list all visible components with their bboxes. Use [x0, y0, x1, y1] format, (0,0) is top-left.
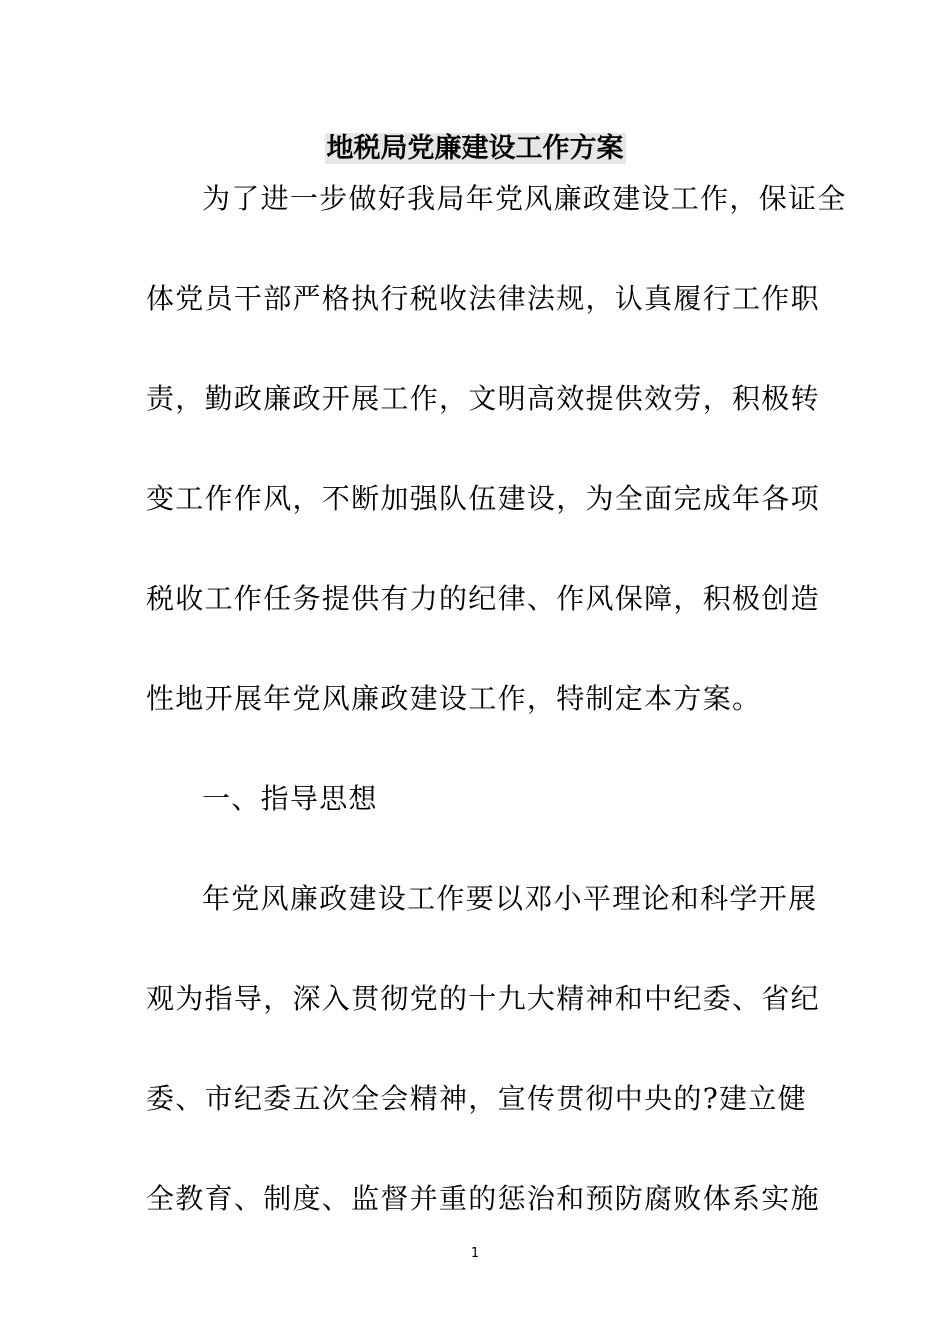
paragraph-line: 观为指导，深入贯彻党的十九大精神和中纪委、省纪 [146, 982, 820, 1015]
title-text: 地税局党廉建设工作方案 [326, 133, 624, 164]
section-heading: 一、指导思想 [202, 782, 378, 815]
paragraph-line: 税收工作任务提供有力的纪律、作风保障，积极创造 [146, 582, 820, 615]
paragraph-line: 为了进一步做好我局年党风廉政建设工作，保证全 [202, 182, 847, 215]
document-title [0, 129, 950, 169]
paragraph-line: 性地开展年党风廉政建设工作，特制定本方案。 [146, 682, 762, 715]
document-body [146, 178, 847, 1278]
paragraph-line: 体党员干部严格执行税收法律法规，认真履行工作职 [146, 282, 820, 315]
paragraph-line: 全教育、制度、监督并重的惩治和预防腐败体系实施 [146, 1182, 820, 1215]
page-number: 1 [470, 1246, 480, 1261]
paragraph-line: 委、市纪委五次全会精神，宣传贯彻中央的?建立健 [146, 1082, 807, 1115]
paragraph-line: 年党风廉政建设工作要以邓小平理论和科学开展 [202, 882, 818, 915]
paragraph-line: 责，勤政廉政开展工作，文明高效提供效劳，积极转 [146, 382, 820, 415]
paragraph-line: 变工作作风，不断加强队伍建设，为全面完成年各项 [146, 482, 820, 515]
